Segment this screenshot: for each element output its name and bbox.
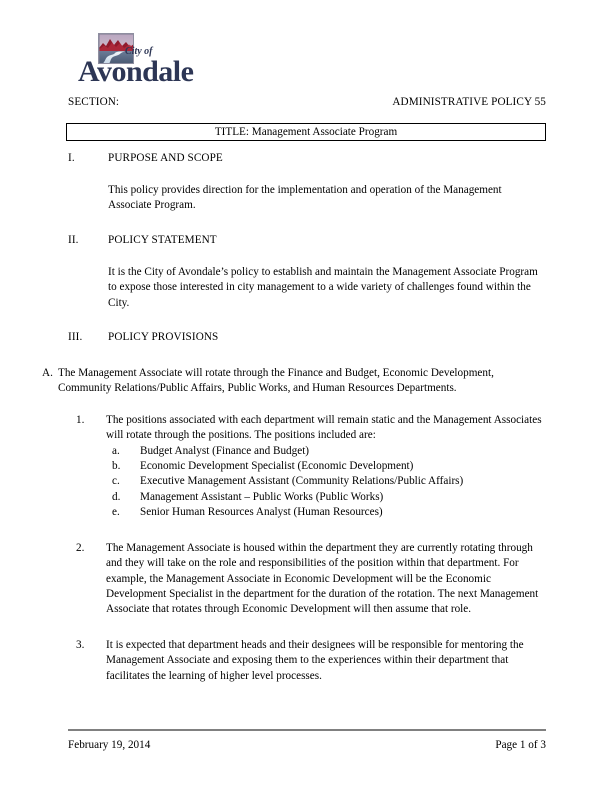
footer-date: February 19, 2014 [68,739,151,751]
position-item-a [112,444,548,459]
spacer [0,618,612,638]
section-numeral: II. [68,233,79,246]
avondale-wordmark [78,46,308,91]
spacer [0,311,612,331]
section-numeral: I. [68,152,75,164]
section-heading [68,234,612,249]
provision-item-a [42,366,548,397]
list-item-text: It is expected that department heads and their designees will be responsible for mentoring the Management Associate and exposing them to the experiences within their department that facilitates the learning of higher level processes. [106,638,524,682]
spacer [0,346,612,366]
section-purpose-and-scope [0,152,612,167]
list-marker: A. [42,367,53,380]
section-title: PURPOSE AND SCOPE [108,152,223,164]
list-item-text: Executive Management Assistant (Community Relations/Public Affairs) [140,475,464,488]
list-marker: c. [112,475,120,488]
list-marker: 1. [76,413,85,426]
document-body [0,152,612,684]
position-item-d [112,490,548,505]
spacer [0,521,612,541]
footer-divider [68,729,546,731]
spacer [0,249,612,265]
city-of-avondale-logo [78,33,308,91]
list-item-text: The Management Associate is housed within the department they are currently rotating through and they will take on the role and responsibilities of the position within that department. For example, the Management Associate in Economic Development will be the Economic Development Specialist in the department for the duration of the rotation. The next Management Associate that rotates through Economic Development will then assume that role. [106,541,539,616]
list-marker: 3. [76,638,85,651]
provision-item-2 [76,541,548,618]
position-item-b [112,459,548,474]
list-item-text: Budget Analyst (Finance and Budget) [140,444,310,457]
section-heading [68,152,612,167]
list-marker: e. [112,506,120,519]
position-item-e [112,505,548,520]
list-item-text: The positions associated with each department will remain static and the Management Associates will rotate through the positions. The positions included are: [106,413,542,442]
provision-item-3 [76,638,548,684]
section-body-text: It is the City of Avondale’s policy to establish and maintain the Management Associate Program to expose those interested in city management to a wide variety of challenges found within the City. [108,265,538,309]
policy-header-row [68,96,546,108]
section-label: SECTION: [68,96,120,108]
spacer [0,397,612,413]
position-item-c [112,474,548,489]
list-item-text: The Management Associate will rotate through the Finance and Budget, Economic Development, Community Relations/Public Affairs, Public Works, and Human Resources Departments. [58,367,494,395]
section-body-text: This policy provides direction for the implementation and operation of the Management Associate Program. [108,184,502,212]
policy-title-text: TITLE: Management Associate Program [214,126,398,138]
section-purpose-body-wrap [0,183,612,214]
footer-page-number: Page 1 of 3 [495,739,546,751]
spacer [0,167,612,183]
section-policy-statement-body-wrap [0,265,612,311]
list-marker: 2. [76,541,85,554]
list-item-text: Economic Development Specialist (Economic Development) [140,460,414,473]
list-item-text: Senior Human Resources Analyst (Human Resources) [140,506,383,519]
list-item-text: Management Assistant – Public Works (Public Works) [140,490,384,503]
list-marker: d. [112,490,121,503]
section-policy-provisions [0,331,612,346]
wordmark-text: Avondale [78,55,194,88]
document-footer [68,739,546,751]
wordmark-tagline: City of [125,46,153,57]
section-title: POLICY PROVISIONS [108,331,219,344]
list-marker: a. [112,444,120,457]
policy-number-label: ADMINISTRATIVE POLICY 55 [392,96,546,108]
section-title: POLICY STATEMENT [108,233,217,246]
section-numeral: III. [68,331,83,344]
list-marker: b. [112,460,121,473]
section-policy-statement [0,234,612,249]
policy-title-box [66,123,546,141]
section-heading [68,331,612,346]
provision-item-1 [76,413,548,444]
spacer [0,214,612,234]
